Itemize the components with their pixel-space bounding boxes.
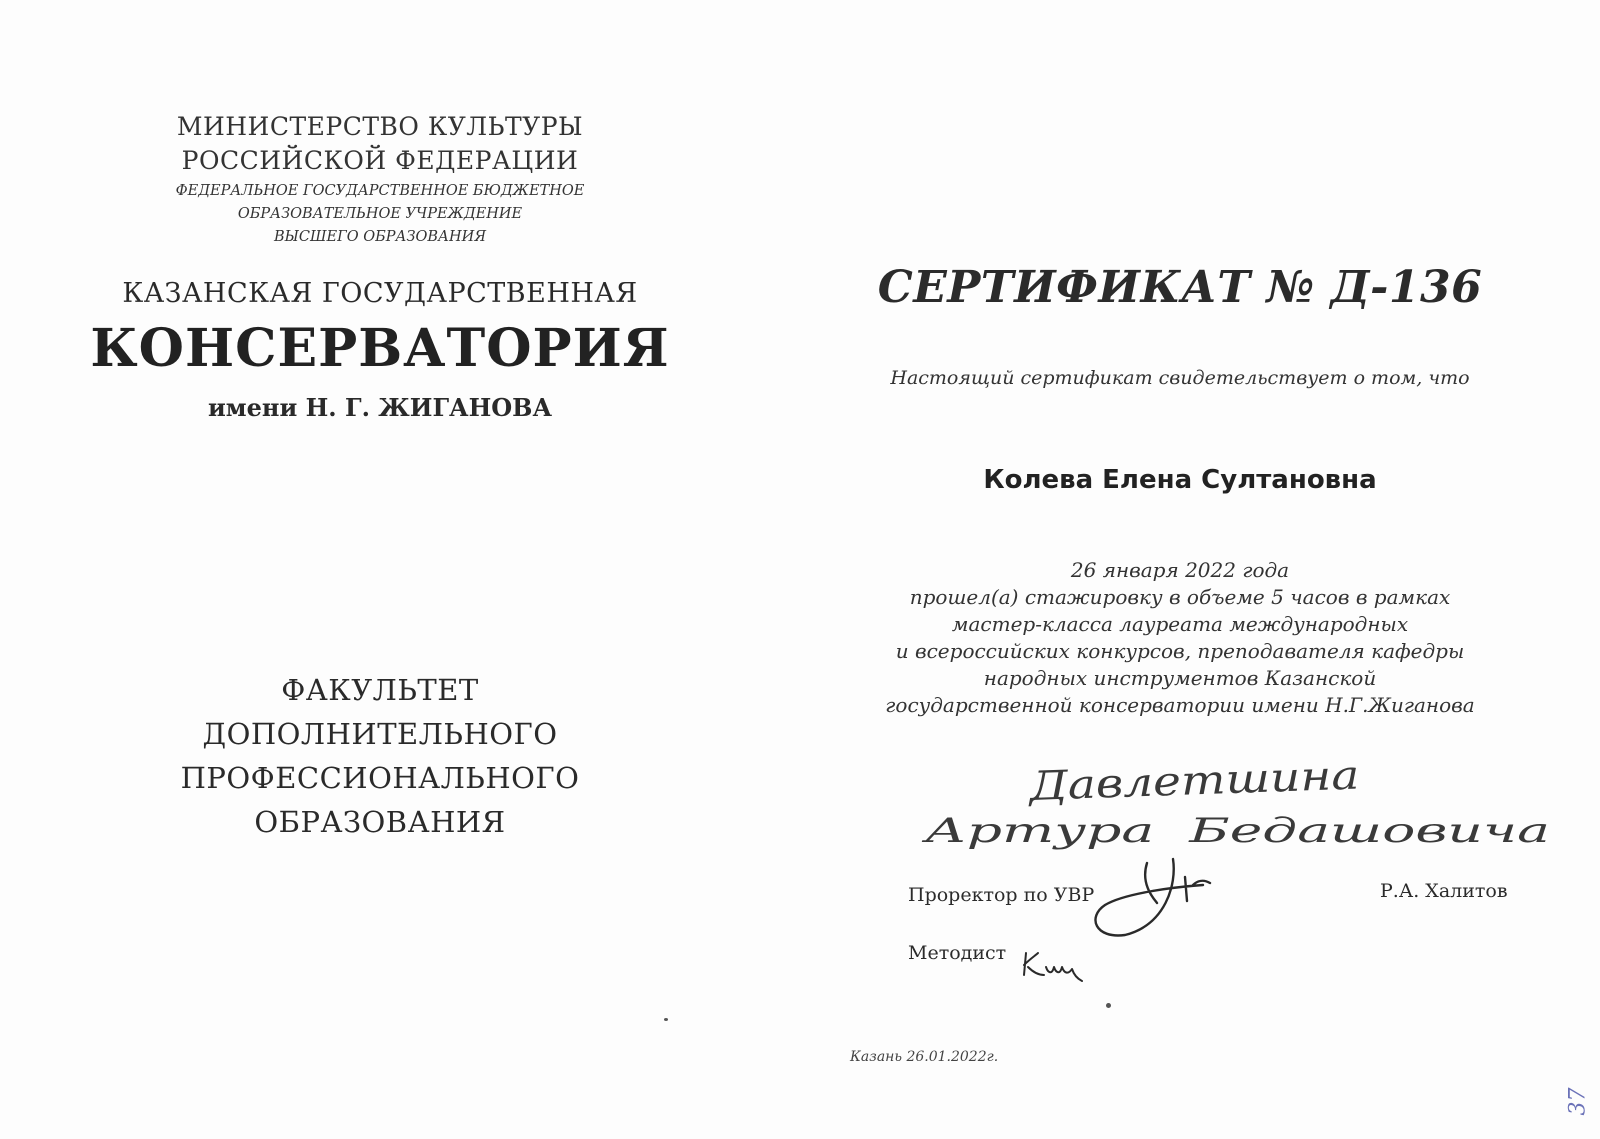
signatory-2-title: Методист [908, 942, 1007, 964]
institution-name-line-2: КОНСЕРВАТОРИЯ [90, 318, 670, 379]
handwritten-line-2: Артура Бедашовича [921, 811, 1550, 851]
body-line-2: прошел(а) стажировку в объеме 5 часов в рамках [909, 585, 1451, 609]
recipient-name: Колева Елена Султановна [983, 465, 1377, 495]
faculty-line-1: ФАКУЛЬТЕТ [281, 673, 479, 707]
faculty-line-3: ПРОФЕССИОНАЛЬНОГО [180, 761, 580, 795]
scan-speck [1106, 1003, 1111, 1008]
institution-name-line-1: КАЗАНСКАЯ ГОСУДАРСТВЕННАЯ [122, 278, 638, 309]
certificate-title: СЕРТИФИКАТ № Д-136 [877, 262, 1483, 313]
ministry-line-2: РОССИЙСКОЙ ФЕДЕРАЦИИ [181, 146, 579, 175]
body-line-1: 26 января 2022 года [1070, 558, 1290, 582]
ministry-line-1: МИНИСТЕРСТВО КУЛЬТУРЫ [176, 112, 584, 141]
place-and-date: Казань 26.01.2022г. [850, 1049, 999, 1065]
faculty-line-4: ОБРАЗОВАНИЯ [254, 805, 506, 839]
signatory-1-title: Проректор по УВР [908, 884, 1095, 906]
body-line-3: мастер-класса лауреата международных [951, 612, 1409, 636]
institution-type-line-3: ВЫСШЕГО ОБРАЗОВАНИЯ [273, 229, 487, 245]
institution-type-line-2: ОБРАЗОВАТЕЛЬНОЕ УЧРЕЖДЕНИЕ [237, 206, 523, 222]
faculty-line-2: ДОПОЛНИТЕЛЬНОГО [202, 717, 558, 751]
institution-type-line-1: ФЕДЕРАЛЬНОЕ ГОСУДАРСТВЕННОЕ БЮДЖЕТНОЕ [175, 183, 585, 199]
margin-page-number: 37 [1565, 1087, 1591, 1116]
handwritten-line-1: Давлетшина [1028, 754, 1311, 810]
body-line-5: народных инструментов Казанской [983, 666, 1377, 690]
vice-rector-signature [1085, 855, 1225, 945]
certificate-intro: Настоящий сертификат свидетельствует о том, что [890, 367, 1470, 389]
methodist-signature [1020, 945, 1090, 990]
body-line-4: и всероссийских конкурсов, преподавателя кафедры [895, 639, 1465, 663]
signatory-1-name: Р.А. Халитов [1380, 880, 1508, 902]
body-line-6: государственной консерватории имени Н.Г.Жиганова [885, 693, 1475, 717]
scan-speck [664, 1018, 668, 1021]
institution-name-line-3: имени Н. Г. ЖИГАНОВА [207, 393, 552, 422]
